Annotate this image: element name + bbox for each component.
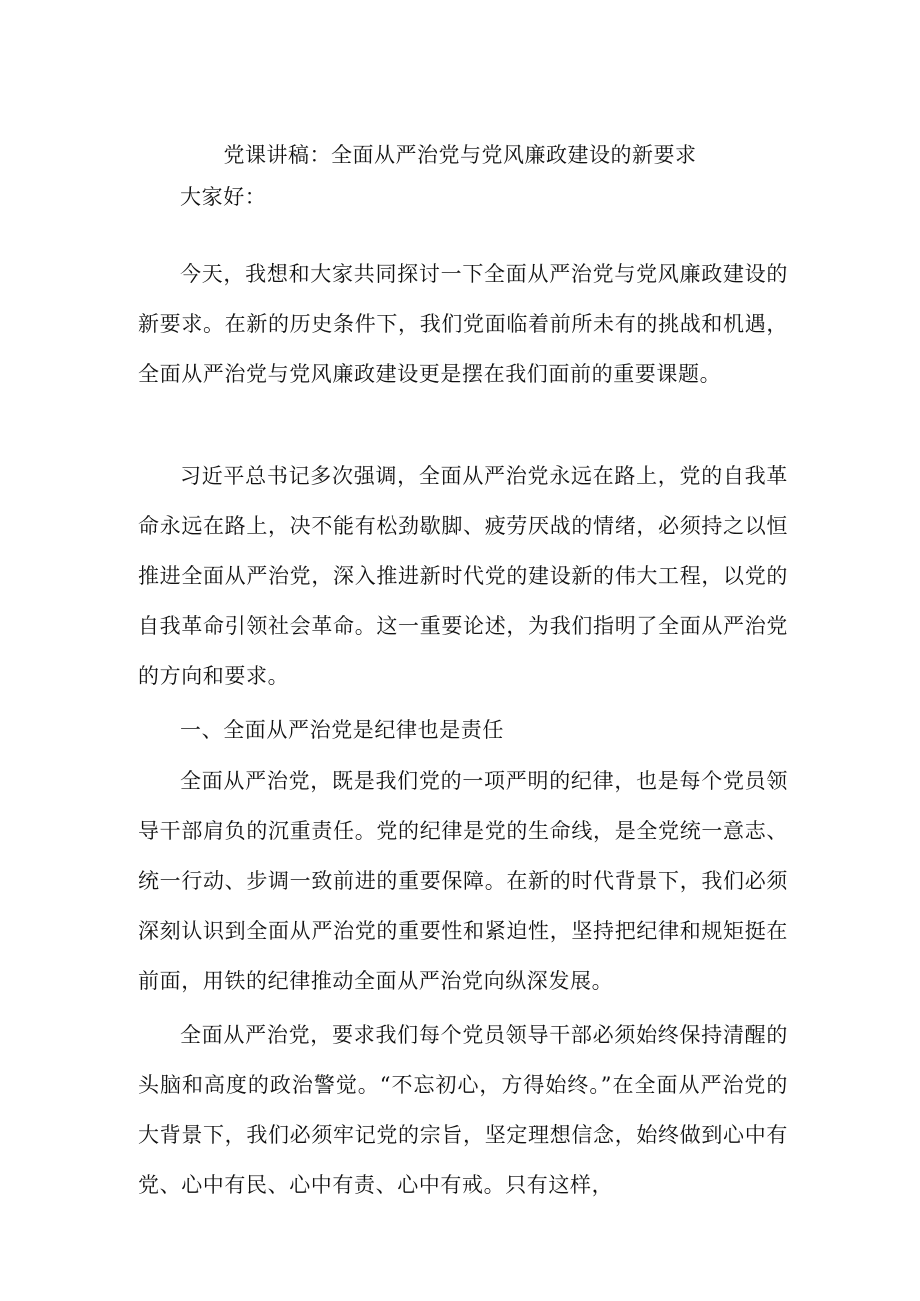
- paragraph-quote: 习近平总书记多次强调，全面从严治党永远在路上，党的自我革命永远在路上，决不能有松劲歇脚、疲劳厌战的情绪，必须持之以恒推进全面从严治党，深入推进新时代党的建设新的伟大工程，以党的自我革命引领社会革命。这一重要论述，为我们指明了全面从严治党的方向和要求。: [138, 464, 788, 688]
- section-heading-1: 一、全面从严治党是纪律也是责任: [180, 718, 504, 742]
- paragraph-intro: 今天，我想和大家共同探讨一下全面从严治党与党风廉政建设的新要求。在新的历史条件下，我们党面临着前所未有的挑战和机遇，全面从严治党与党风廉政建设更是摆在我们面前的重要课题。: [138, 262, 788, 386]
- document-title: 党课讲稿：全面从严治党与党风廉政建设的新要求: [223, 143, 697, 167]
- paragraph-requirements: 全面从严治党，要求我们每个党员领导干部必须始终保持清醒的头脑和高度的政治警觉。“不忘初心，方得始终。”在全面从严治党的大背景下，我们必须牢记党的宗旨，坚定理想信念，始终做到心中有党、心中有民、心中有责、心中有戒。只有这样，: [138, 1023, 788, 1197]
- paragraph-discipline: 全面从严治党，既是我们党的一项严明的纪律，也是每个党员领导干部肩负的沉重责任。党的纪律是党的生命线，是全党统一意志、统一行动、步调一致前进的重要保障。在新的时代背景下，我们必须深刻认识到全面从严治党的重要性和紧迫性，坚持把纪律和规矩挺在前面，用铁的纪律推动全面从严治党向纵深发展。: [138, 769, 788, 993]
- greeting-line: 大家好：: [180, 185, 267, 209]
